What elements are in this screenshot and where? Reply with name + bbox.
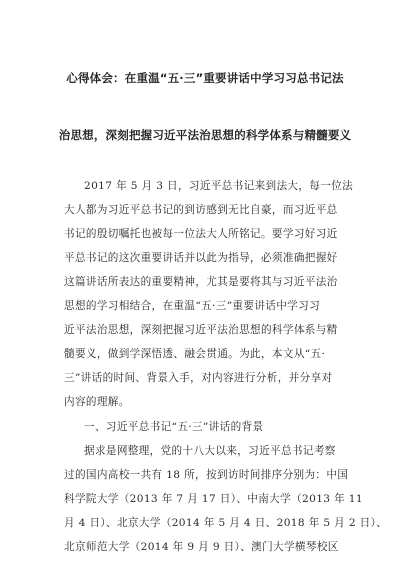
body-line: 书记的殷切嘱托也被每一位法大人所铭记。要学习好习近 [64,228,338,240]
body-line: 过的国内高校一共有 18 所，按到访时间排序分别为：中国 [64,469,349,481]
body-line: 平总书记的这次重要讲话并以此为指导，必须准确把握好 [64,252,338,264]
body-line: 据求是网整理，党的十八大以来，习近平总书记考察 [84,445,336,457]
body-line: 科学院大学（2013 年 7 月 17 日）、中南大学（2013 年 11 [64,493,363,505]
body-line: 三”讲话的时间、背景入手，对内容进行分析，并分享对 [64,372,333,384]
body-line: 内容的理解。 [64,396,130,408]
body-line: 2017 年 5 月 3 日，习近平总书记来到法大，每一位法 [84,180,354,192]
body-line: 大人都为习近平总书记的到访感到无比自豪，而习近平总 [64,204,338,216]
body-line: 北京师范大学（2014 年 9 月 9 日）、澳门大学横琴校区 [64,541,339,553]
body-line: 月 4 日）、北京大学（2014 年 5 月 4 日、2018 年 5 月 2 日）、 [64,517,388,529]
title-line-1: 心得体会：在重温“五·三”重要讲话中学习习总书记法 [66,71,344,85]
body-line: 思想的学习相结合，在重温“五·三”重要讲话中学习习 [64,300,321,312]
body-line: 近平法治思想，深刻把握习近平法治思想的科学体系与精 [64,324,338,336]
body-line: 这篇讲话所表达的重要精神，尤其是要将其与习近平法治 [64,276,338,288]
section-heading: 一、习近平总书记“五·三”讲话的背景 [84,421,264,433]
title-line-2: 治思想，深刻把握习近平法治思想的科学体系与精髓要义 [58,128,352,142]
body-line: 髓要义，做到学深悟透、融会贯通。为此，本文从“五· [64,348,326,360]
